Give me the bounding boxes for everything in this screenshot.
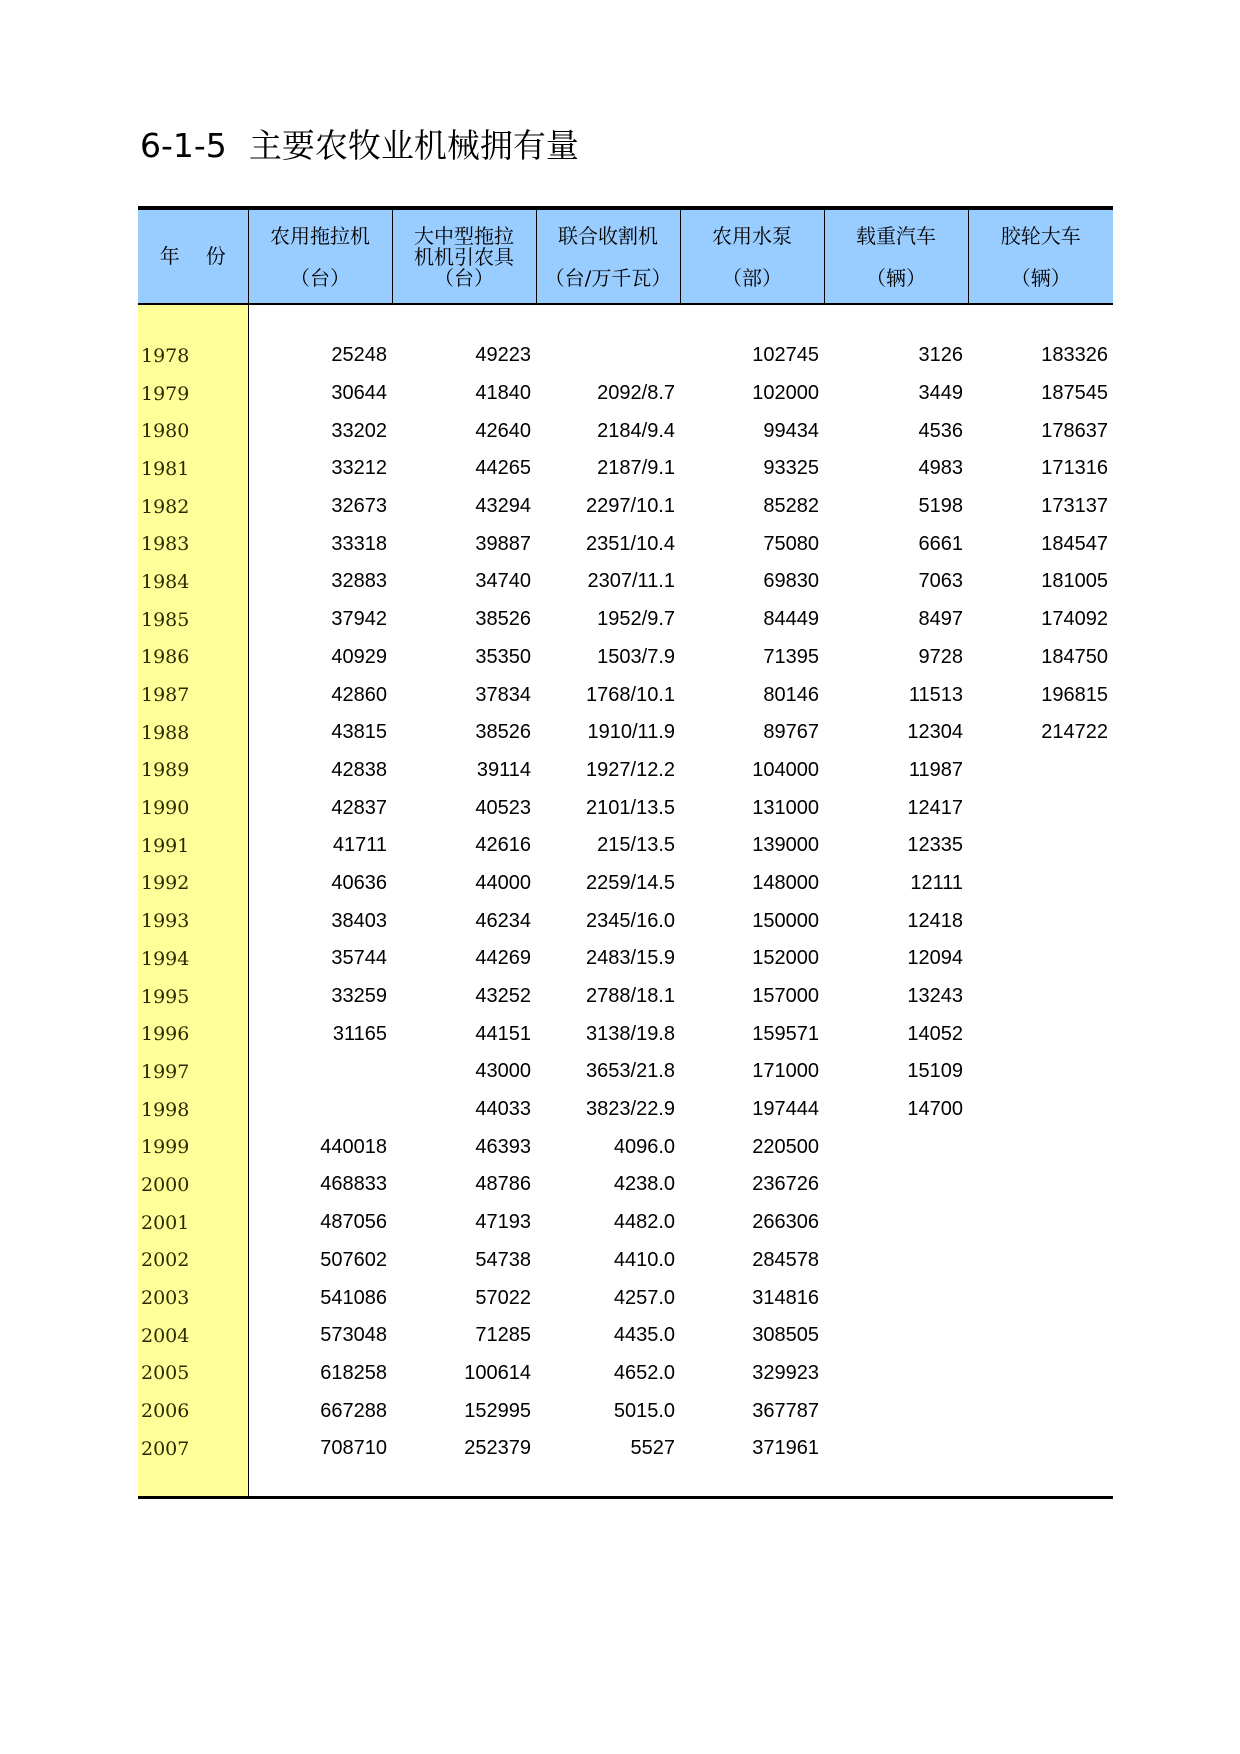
cell-implements: 43000 [475,1060,531,1083]
cell-truck: 14052 [907,1022,963,1045]
cell-harvester: 2345/16.0 [586,909,675,932]
cell-tractor: 42837 [331,796,387,819]
header-harvester: 联合收割机 （台/万千瓦） [536,208,680,304]
cell-tractor: 37942 [331,608,387,631]
cell-harvester: 4238.0 [613,1173,675,1196]
cell-cart [968,1204,1113,1242]
cell-pump: 102000 [752,382,819,405]
cell-harvester: 4410.0 [613,1248,675,1271]
cell-year: 1982 [138,488,248,526]
cell-pump: 71395 [763,645,819,668]
header-year: 年 份 [138,208,248,304]
cell-truck: 4983 [918,457,963,480]
cell-pump: 236726 [752,1173,819,1196]
cell-implements: 71285 [475,1324,531,1347]
table-row [138,1091,1113,1129]
cell-tractor: 541086 [320,1286,387,1309]
spacer-row [138,304,1113,337]
cell-implements: 252379 [464,1437,531,1460]
cell-cart: 187545 [1041,382,1108,405]
table-row [138,1392,1113,1430]
cell-harvester [536,337,680,375]
cell-tractor: 507602 [320,1248,387,1271]
table-row [138,902,1113,940]
cell-harvester: 5527 [630,1437,675,1460]
cell-tractor: 708710 [320,1437,387,1460]
cell-tractor: 667288 [320,1399,387,1422]
table-row [138,789,1113,827]
cell-tractor: 31165 [332,1022,387,1045]
cell-cart [968,1392,1113,1430]
table-row [138,940,1113,978]
cell-tractor: 40929 [331,645,387,668]
cell-harvester: 2351/10.4 [586,532,675,555]
cell-cart [968,1091,1113,1129]
cell-pump: 220500 [752,1135,819,1158]
cell-pump: 329923 [752,1361,819,1384]
cell-year: 1999 [138,1128,248,1166]
cell-cart: 196815 [1041,683,1108,706]
cell-tractor: 33259 [331,985,387,1008]
cell-implements: 44151 [475,1022,531,1045]
cell-year: 2003 [138,1279,248,1317]
cell-tractor: 487056 [320,1211,387,1234]
cell-truck [824,1128,968,1166]
cell-truck: 7063 [918,570,963,593]
table-row [138,1279,1113,1317]
cell-harvester: 2788/18.1 [586,985,675,1008]
cell-harvester: 3653/21.8 [586,1060,675,1083]
cell-pump: 89767 [763,721,819,744]
cell-tractor: 41711 [332,834,387,857]
table-row [138,375,1113,413]
cell-pump: 371961 [752,1437,819,1460]
cell-year: 1997 [138,1053,248,1091]
cell-implements: 100614 [464,1361,531,1384]
cell-year: 1991 [138,827,248,865]
cell-pump: 152000 [752,947,819,970]
cell-year: 1985 [138,601,248,639]
cell-cart [968,902,1113,940]
cell-truck [824,1392,968,1430]
cell-harvester: 215/13.5 [597,834,675,857]
cell-cart [968,789,1113,827]
cell-implements: 46393 [475,1135,531,1158]
cell-harvester: 3138/19.8 [586,1022,675,1045]
cell-pump: 197444 [752,1098,819,1121]
cell-implements: 39887 [475,532,531,555]
table-body [138,304,1113,1497]
cell-implements: 40523 [475,796,531,819]
cell-year: 1984 [138,563,248,601]
page-title [140,122,579,170]
cell-truck: 3126 [918,344,963,367]
cell-pump: 171000 [752,1060,819,1083]
cell-truck: 12094 [907,947,963,970]
cell-truck: 9728 [918,645,963,668]
cell-implements: 35350 [475,645,531,668]
cell-truck: 12304 [907,721,963,744]
cell-pump: 102745 [752,344,819,367]
cell-harvester: 1768/10.1 [586,683,675,706]
cell-pump: 284578 [752,1248,819,1271]
table-row [138,1430,1113,1468]
cell-truck: 15109 [907,1060,963,1083]
cell-tractor: 42838 [331,758,387,781]
table-row [138,337,1113,375]
cell-truck: 12111 [910,871,963,894]
cell-year: 2005 [138,1355,248,1393]
cell-truck [824,1317,968,1355]
table-row [138,1355,1113,1393]
cell-pump: 99434 [763,419,819,442]
cell-cart: 183326 [1041,344,1108,367]
cell-truck: 11987 [908,758,963,781]
header-implements: 大中型拖拉 机机引农具 （台） [392,208,536,304]
table-row [138,601,1113,639]
cell-cart [968,827,1113,865]
table-row [138,1204,1113,1242]
cell-tractor: 440018 [320,1135,387,1158]
cell-truck [824,1166,968,1204]
table-code: 6-1-5 [140,126,227,165]
cell-tractor: 35744 [331,947,387,970]
cell-implements: 49223 [475,344,531,367]
cell-year: 2007 [138,1430,248,1468]
cell-harvester: 5015.0 [613,1399,675,1422]
cell-pump: 150000 [752,909,819,932]
cell-tractor: 33318 [331,532,387,555]
cell-year: 1979 [138,375,248,413]
table-row [138,1128,1113,1166]
cell-year: 1980 [138,412,248,450]
cell-tractor: 618258 [320,1361,387,1384]
cell-implements: 42640 [475,419,531,442]
cell-pump: 157000 [752,985,819,1008]
table-row [138,563,1113,601]
table-row [138,412,1113,450]
cell-implements: 43252 [475,985,531,1008]
cell-implements: 39114 [476,758,531,781]
cell-pump: 69830 [763,570,819,593]
cell-tractor: 33202 [331,419,387,442]
cell-harvester: 2184/9.4 [597,419,675,442]
cell-cart [968,1242,1113,1280]
header-pump: 农用水泵 （部） [680,208,824,304]
table-row [138,676,1113,714]
cell-implements: 46234 [475,909,531,932]
cell-cart [968,1128,1113,1166]
cell-year: 1990 [138,789,248,827]
cell-cart: 214722 [1041,721,1108,744]
table-row [138,827,1113,865]
cell-tractor: 33212 [331,457,387,480]
cell-cart: 171316 [1041,457,1108,480]
cell-pump: 367787 [752,1399,819,1422]
cell-pump: 75080 [763,532,819,555]
cell-tractor: 42860 [331,683,387,706]
table-row [138,1242,1113,1280]
cell-year: 2001 [138,1204,248,1242]
cell-harvester: 3823/22.9 [586,1098,675,1121]
cell-implements: 44000 [475,871,531,894]
cell-implements: 38526 [475,721,531,744]
cell-truck: 4536 [918,419,963,442]
cell-harvester: 4257.0 [613,1286,675,1309]
cell-implements: 57022 [475,1286,531,1309]
cell-harvester: 1910/11.9 [587,721,675,744]
cell-harvester: 1503/7.9 [597,645,675,668]
cell-cart: 181005 [1041,570,1108,593]
cell-cart: 174092 [1041,608,1108,631]
cell-tractor: 573048 [320,1324,387,1347]
cell-harvester: 4652.0 [613,1361,675,1384]
cell-cart [968,865,1113,903]
cell-truck: 12335 [907,834,963,857]
cell-pump: 148000 [752,871,819,894]
cell-pump: 159571 [752,1022,819,1045]
cell-harvester: 1952/9.7 [597,608,675,631]
cell-year: 1993 [138,902,248,940]
cell-year: 2006 [138,1392,248,1430]
cell-cart [968,1279,1113,1317]
cell-truck: 14700 [907,1098,963,1121]
table-row [138,525,1113,563]
cell-harvester: 1927/12.2 [586,758,675,781]
cell-pump: 139000 [752,834,819,857]
cell-year: 1986 [138,639,248,677]
cell-pump: 85282 [763,495,819,518]
cell-harvester: 2307/11.1 [587,570,675,593]
table-row [138,865,1113,903]
cell-harvester: 4435.0 [613,1324,675,1347]
cell-truck [824,1430,968,1468]
cell-harvester: 2483/15.9 [586,947,675,970]
cell-year: 1992 [138,865,248,903]
cell-implements: 152995 [464,1399,531,1422]
table-row [138,488,1113,526]
cell-implements: 44265 [475,457,531,480]
cell-pump: 308505 [752,1324,819,1347]
table-row [138,1317,1113,1355]
cell-cart: 173137 [1041,495,1108,518]
header-tractor: 农用拖拉机 （台） [248,208,392,304]
cell-implements: 38526 [475,608,531,631]
cell-implements: 37834 [475,683,531,706]
table-row [138,450,1113,488]
cell-truck [824,1204,968,1242]
cell-year: 1995 [138,978,248,1016]
cell-harvester: 2259/14.5 [586,871,675,894]
data-table [138,206,1113,1499]
cell-cart [968,940,1113,978]
cell-cart [968,1355,1113,1393]
cell-truck: 13243 [907,985,963,1008]
table-title: 主要农牧业机械拥有量 [248,126,579,165]
cell-pump: 93325 [763,457,819,480]
cell-tractor: 40636 [331,871,387,894]
cell-harvester: 2297/10.1 [586,495,675,518]
cell-year: 1988 [138,714,248,752]
cell-harvester: 2092/8.7 [597,382,675,405]
table-row [138,752,1113,790]
cell-implements: 48786 [475,1173,531,1196]
cell-year: 1983 [138,525,248,563]
cell-implements: 54738 [475,1248,531,1271]
cell-tractor: 32673 [331,495,387,518]
cell-year: 1998 [138,1091,248,1129]
cell-cart [968,752,1113,790]
cell-cart [968,1430,1113,1468]
cell-year: 1996 [138,1015,248,1053]
cell-pump: 131000 [752,796,819,819]
table-row [138,1166,1113,1204]
cell-pump: 84449 [763,608,819,631]
cell-year: 2004 [138,1317,248,1355]
cell-truck: 12418 [907,909,963,932]
cell-truck: 8497 [918,608,963,631]
cell-tractor: 32883 [331,570,387,593]
cell-harvester: 4482.0 [613,1211,675,1234]
cell-truck [824,1279,968,1317]
cell-tractor: 468833 [320,1173,387,1196]
cell-harvester: 2187/9.1 [597,457,675,480]
cell-pump: 80146 [763,683,819,706]
table-row [138,714,1113,752]
header-truck: 载重汽车 （辆） [824,208,968,304]
cell-harvester: 4096.0 [613,1135,675,1158]
cell-year: 1978 [138,337,248,375]
data-table-container [138,206,1113,1499]
cell-tractor [248,1053,392,1091]
cell-cart [968,1015,1113,1053]
cell-cart: 178637 [1041,419,1108,442]
cell-year: 1994 [138,940,248,978]
cell-cart [968,978,1113,1016]
cell-implements: 44269 [475,947,531,970]
cell-implements: 44033 [475,1098,531,1121]
table-row [138,639,1113,677]
cell-cart: 184750 [1041,645,1108,668]
cell-cart: 184547 [1041,532,1108,555]
cell-implements: 41840 [475,382,531,405]
table-header [138,208,1113,304]
cell-tractor: 38403 [331,909,387,932]
cell-year: 2000 [138,1166,248,1204]
table-row [138,978,1113,1016]
cell-tractor: 25248 [331,344,387,367]
cell-truck: 12417 [907,796,963,819]
spacer-row [138,1468,1113,1498]
cell-year: 1981 [138,450,248,488]
cell-cart [968,1166,1113,1204]
cell-tractor: 30644 [331,382,387,405]
cell-truck [824,1242,968,1280]
cell-pump: 314816 [752,1286,819,1309]
cell-implements: 47193 [475,1211,531,1234]
table-row [138,1015,1113,1053]
cell-truck: 5198 [918,495,963,518]
cell-implements: 42616 [475,834,531,857]
cell-implements: 43294 [475,495,531,518]
header-cart: 胶轮大车 （辆） [968,208,1113,304]
cell-pump: 104000 [752,758,819,781]
cell-tractor: 43815 [331,721,387,744]
cell-tractor [248,1091,392,1129]
cell-pump: 266306 [752,1211,819,1234]
cell-truck: 3449 [918,382,963,405]
cell-year: 1989 [138,752,248,790]
cell-cart [968,1053,1113,1091]
table-row [138,1053,1113,1091]
cell-harvester: 2101/13.5 [586,796,675,819]
cell-year: 1987 [138,676,248,714]
cell-truck [824,1355,968,1393]
cell-truck: 6661 [918,532,963,555]
cell-implements: 34740 [475,570,531,593]
cell-cart [968,1317,1113,1355]
cell-truck: 11513 [908,683,963,706]
cell-year: 2002 [138,1242,248,1280]
